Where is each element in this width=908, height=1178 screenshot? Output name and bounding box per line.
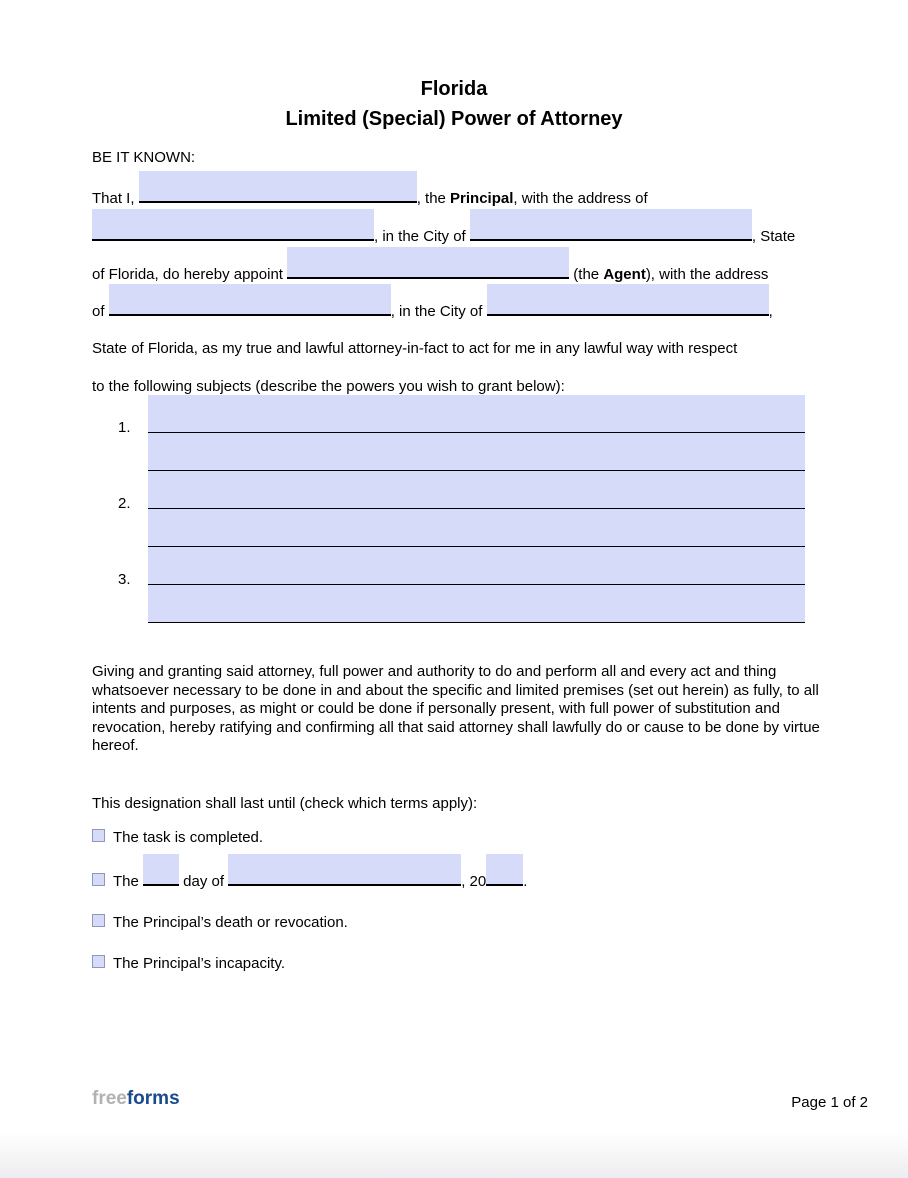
subjects-instruction-line: to the following subjects (describe the powers you wish to grant below): <box>92 378 565 395</box>
logo-forms-text: forms <box>126 1088 180 1109</box>
duration-heading: This designation shall last until (check which terms apply): <box>92 795 478 812</box>
power-1-line-1[interactable] <box>148 395 805 433</box>
option-label: The task is completed. <box>113 829 264 846</box>
death-revocation-checkbox[interactable] <box>92 914 105 927</box>
text-segment: , <box>768 303 773 320</box>
day-field[interactable] <box>143 854 179 886</box>
page-number-label: Page 1 of 2 <box>791 1094 868 1111</box>
document-title <box>0 74 908 134</box>
text-segment: That I, <box>92 190 139 207</box>
agent-term: Agent <box>603 266 646 283</box>
agent-name-field[interactable] <box>287 247 569 279</box>
text-segment: ), with the address <box>645 266 769 283</box>
text-segment: , in the City of <box>374 228 470 245</box>
power-3-line-1[interactable] <box>148 547 805 585</box>
text-segment: . <box>523 873 528 890</box>
attorney-in-fact-line: State of Florida, as my true and lawful attorney-in-fact to act for me in any lawful way with respect <box>92 340 738 357</box>
power-2-line-1[interactable] <box>148 471 805 509</box>
text-segment: , with the address of <box>513 190 648 207</box>
text-segment: , 20 <box>461 873 487 890</box>
option-task-completed <box>92 828 263 848</box>
text-segment: (the <box>569 266 604 283</box>
power-3-line-2[interactable] <box>148 585 805 623</box>
text-segment: day of <box>179 873 229 890</box>
logo-free-text: free <box>92 1088 127 1109</box>
option-label: The Principal’s incapacity. <box>113 955 286 972</box>
principal-term: Principal <box>450 190 514 207</box>
power-2-line-2[interactable] <box>148 509 805 547</box>
incapacity-checkbox[interactable] <box>92 955 105 968</box>
principal-address-row <box>92 209 795 247</box>
principal-address-field[interactable] <box>92 209 374 241</box>
option-incapacity <box>92 954 285 974</box>
text-segment: , in the City of <box>390 303 487 320</box>
title-line-1: Florida <box>420 78 488 100</box>
principal-name-row <box>92 171 648 209</box>
granting-paragraph: Giving and granting said attorney, full power and authority to do and perform all and every act and thing whatsoever necessary to be done in and about the specific and limited premises (set out herein) as fully, to all intents and purposes, as might or could be done if personally present, with full power of substitution and revocation, hereby ratifying and confirming all that said attorney shall lawfully do or cause to be done by virtue hereof. <box>92 663 820 755</box>
agent-name-row <box>92 247 768 285</box>
be-it-known-label: BE IT KNOWN: <box>92 149 196 166</box>
title-line-2: Limited (Special) Power of Attorney <box>285 108 623 130</box>
year-field[interactable] <box>486 854 523 886</box>
text-segment: of <box>92 303 109 320</box>
powers-list <box>92 395 816 623</box>
task-completed-checkbox[interactable] <box>92 829 105 842</box>
power-item-number: 1. <box>118 419 131 436</box>
text-segment: , State <box>751 228 796 245</box>
principal-name-field[interactable] <box>139 171 417 203</box>
month-field[interactable] <box>228 854 461 886</box>
agent-address-row <box>92 284 773 322</box>
expiration-date-checkbox[interactable] <box>92 873 105 886</box>
option-expiration-date <box>92 854 527 892</box>
agent-city-field[interactable] <box>487 284 769 316</box>
powers-input-area <box>148 395 805 623</box>
power-1-line-2[interactable] <box>148 433 805 471</box>
agent-address-field[interactable] <box>109 284 391 316</box>
power-item-number: 3. <box>118 571 131 588</box>
freeforms-logo <box>92 1088 180 1110</box>
option-label: The Principal’s death or revocation. <box>113 914 348 931</box>
power-item-number: 2. <box>118 495 131 512</box>
text-segment: , the <box>416 190 451 207</box>
option-death-revocation <box>92 913 348 933</box>
text-segment: of Florida, do hereby appoint <box>92 266 288 283</box>
principal-city-field[interactable] <box>470 209 752 241</box>
text-segment: The <box>113 873 144 890</box>
